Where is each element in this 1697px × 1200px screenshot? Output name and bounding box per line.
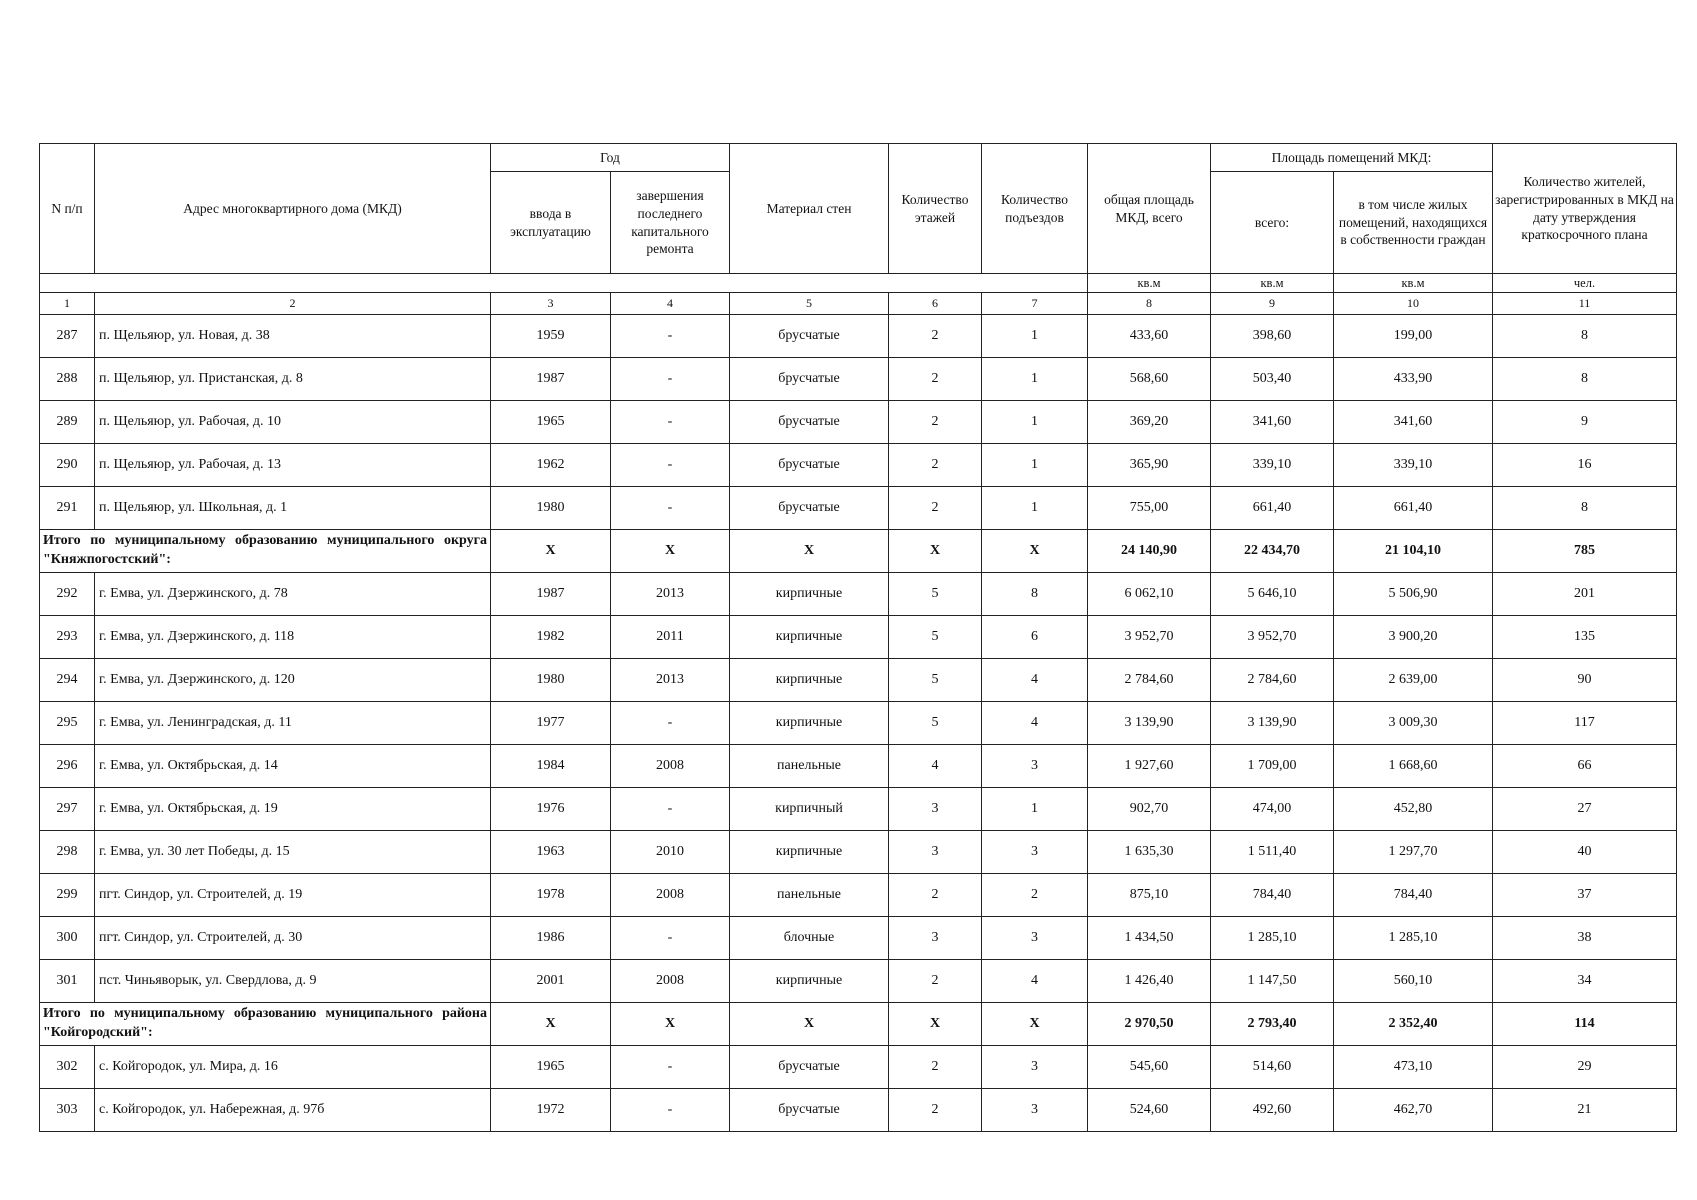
- entrances-cell: 1: [982, 401, 1088, 444]
- row-number: 300: [40, 917, 95, 960]
- premises-all-cell: 3 952,70: [1211, 616, 1334, 659]
- table-row: [40, 788, 1677, 831]
- entrances-cell: 8: [982, 573, 1088, 616]
- year-commission-cell: 1980: [491, 487, 611, 530]
- column-number: 10: [1334, 293, 1493, 315]
- table-row: [40, 960, 1677, 1003]
- column-number: 1: [40, 293, 95, 315]
- total-area-cell: 3 952,70: [1088, 616, 1211, 659]
- year-repair-cell: -: [611, 1089, 730, 1132]
- premises-residential-cell: 1 297,70: [1334, 831, 1493, 874]
- table-row: [40, 487, 1677, 530]
- premises-residential-cell: 1 285,10: [1334, 917, 1493, 960]
- year-commission-cell: 1963: [491, 831, 611, 874]
- column-number: 11: [1493, 293, 1677, 315]
- floors-cell: 3: [889, 831, 982, 874]
- column-number: 8: [1088, 293, 1211, 315]
- column-number: 6: [889, 293, 982, 315]
- row-number: 289: [40, 401, 95, 444]
- total-area-cell: 24 140,90: [1088, 530, 1211, 573]
- premises-all-cell: 1 147,50: [1211, 960, 1334, 1003]
- wall-material-cell: X: [730, 530, 889, 573]
- residents-cell: 8: [1493, 358, 1677, 401]
- row-number: 294: [40, 659, 95, 702]
- header-premises-group: Площадь помещений МКД:: [1211, 144, 1493, 172]
- wall-material-cell: кирпичный: [730, 788, 889, 831]
- year-commission-cell: 1984: [491, 745, 611, 788]
- year-repair-cell: -: [611, 917, 730, 960]
- table-row: [40, 616, 1677, 659]
- entrances-cell: 3: [982, 831, 1088, 874]
- wall-material-cell: брусчатые: [730, 444, 889, 487]
- address-cell: г. Емва, ул. 30 лет Победы, д. 15: [95, 831, 491, 874]
- header-year-group: Год: [491, 144, 730, 172]
- table-row: [40, 745, 1677, 788]
- header-year-repair: завершения последнего капитального ремонта: [611, 172, 730, 274]
- entrances-cell: 6: [982, 616, 1088, 659]
- year-repair-cell: -: [611, 1046, 730, 1089]
- entrances-cell: 4: [982, 659, 1088, 702]
- entrances-cell: 3: [982, 1089, 1088, 1132]
- total-area-cell: 369,20: [1088, 401, 1211, 444]
- residents-cell: 21: [1493, 1089, 1677, 1132]
- residents-cell: 38: [1493, 917, 1677, 960]
- entrances-cell: 1: [982, 788, 1088, 831]
- residents-cell: 8: [1493, 315, 1677, 358]
- residents-cell: 9: [1493, 401, 1677, 444]
- table-row: [40, 831, 1677, 874]
- premises-all-cell: 1 709,00: [1211, 745, 1334, 788]
- year-repair-cell: 2008: [611, 745, 730, 788]
- year-commission-cell: 1982: [491, 616, 611, 659]
- residents-cell: 29: [1493, 1046, 1677, 1089]
- floors-cell: 5: [889, 702, 982, 745]
- address-cell: п. Щельяюр, ул. Новая, д. 38: [95, 315, 491, 358]
- column-number: 7: [982, 293, 1088, 315]
- table-body: [40, 293, 1677, 1132]
- entrances-cell: 1: [982, 487, 1088, 530]
- year-repair-cell: 2013: [611, 573, 730, 616]
- column-number: 4: [611, 293, 730, 315]
- year-commission-cell: 1987: [491, 573, 611, 616]
- row-number: 291: [40, 487, 95, 530]
- column-number: 5: [730, 293, 889, 315]
- premises-all-cell: 514,60: [1211, 1046, 1334, 1089]
- header-address: Адрес многоквартирного дома (МКД): [95, 144, 491, 274]
- column-number: 2: [95, 293, 491, 315]
- entrances-cell: 4: [982, 702, 1088, 745]
- table-row: [40, 573, 1677, 616]
- premises-residential-cell: 339,10: [1334, 444, 1493, 487]
- entrances-cell: 1: [982, 444, 1088, 487]
- floors-cell: 2: [889, 1089, 982, 1132]
- address-cell: п. Щельяюр, ул. Школьная, д. 1: [95, 487, 491, 530]
- entrances-cell: X: [982, 530, 1088, 573]
- row-number: 298: [40, 831, 95, 874]
- column-number-row: [40, 293, 1677, 315]
- total-area-cell: 875,10: [1088, 874, 1211, 917]
- row-number: 287: [40, 315, 95, 358]
- premises-all-cell: 2 784,60: [1211, 659, 1334, 702]
- header-entrances: Количество подъездов: [982, 144, 1088, 274]
- row-number: 301: [40, 960, 95, 1003]
- floors-cell: 2: [889, 960, 982, 1003]
- entrances-cell: 3: [982, 745, 1088, 788]
- year-commission-cell: 1965: [491, 1046, 611, 1089]
- entrances-cell: 3: [982, 917, 1088, 960]
- floors-cell: 5: [889, 659, 982, 702]
- floors-cell: 3: [889, 788, 982, 831]
- row-number: 297: [40, 788, 95, 831]
- premises-all-cell: 5 646,10: [1211, 573, 1334, 616]
- table-row: [40, 874, 1677, 917]
- wall-material-cell: кирпичные: [730, 831, 889, 874]
- wall-material-cell: брусчатые: [730, 1089, 889, 1132]
- column-number: 3: [491, 293, 611, 315]
- wall-material-cell: кирпичные: [730, 960, 889, 1003]
- premises-residential-cell: 2 639,00: [1334, 659, 1493, 702]
- floors-cell: 2: [889, 1046, 982, 1089]
- total-area-cell: 524,60: [1088, 1089, 1211, 1132]
- address-cell: с. Койгородок, ул. Набережная, д. 97б: [95, 1089, 491, 1132]
- premises-residential-cell: 560,10: [1334, 960, 1493, 1003]
- year-repair-cell: 2013: [611, 659, 730, 702]
- premises-all-cell: 474,00: [1211, 788, 1334, 831]
- address-cell: пгт. Синдор, ул. Строителей, д. 30: [95, 917, 491, 960]
- wall-material-cell: брусчатые: [730, 401, 889, 444]
- year-repair-cell: -: [611, 315, 730, 358]
- floors-cell: 5: [889, 573, 982, 616]
- header-premises-all: всего:: [1211, 172, 1334, 274]
- year-repair-cell: -: [611, 702, 730, 745]
- floors-cell: 2: [889, 444, 982, 487]
- total-area-cell: 365,90: [1088, 444, 1211, 487]
- header-total-area: общая площадь МКД, всего: [1088, 144, 1211, 274]
- premises-all-cell: 1 285,10: [1211, 917, 1334, 960]
- premises-residential-cell: 5 506,90: [1334, 573, 1493, 616]
- year-commission-cell: 1965: [491, 401, 611, 444]
- header-floors: Количество этажей: [889, 144, 982, 274]
- housing-table: [39, 143, 1677, 1132]
- table-row: [40, 315, 1677, 358]
- address-cell: п. Щельяюр, ул. Пристанская, д. 8: [95, 358, 491, 401]
- year-commission-cell: 1977: [491, 702, 611, 745]
- total-area-cell: 545,60: [1088, 1046, 1211, 1089]
- row-number: 296: [40, 745, 95, 788]
- address-cell: г. Емва, ул. Дзержинского, д. 118: [95, 616, 491, 659]
- row-number: 295: [40, 702, 95, 745]
- floors-cell: 3: [889, 917, 982, 960]
- year-commission-cell: 1962: [491, 444, 611, 487]
- wall-material-cell: брусчатые: [730, 1046, 889, 1089]
- total-area-cell: 1 434,50: [1088, 917, 1211, 960]
- wall-material-cell: X: [730, 1003, 889, 1046]
- premises-residential-cell: 3 900,20: [1334, 616, 1493, 659]
- header-residents: Количество жителей, зарегистрированных в МКД на дату утверждения краткосрочного плана: [1493, 144, 1677, 274]
- total-area-cell: 6 062,10: [1088, 573, 1211, 616]
- floors-cell: 2: [889, 315, 982, 358]
- premises-residential-cell: 433,90: [1334, 358, 1493, 401]
- address-cell: пгт. Синдор, ул. Строителей, д. 19: [95, 874, 491, 917]
- residents-cell: 27: [1493, 788, 1677, 831]
- year-commission-cell: X: [491, 530, 611, 573]
- residents-cell: 117: [1493, 702, 1677, 745]
- premises-all-cell: 341,60: [1211, 401, 1334, 444]
- premises-all-cell: 2 793,40: [1211, 1003, 1334, 1046]
- premises-all-cell: 784,40: [1211, 874, 1334, 917]
- table-row: [40, 917, 1677, 960]
- address-cell: г. Емва, ул. Дзержинского, д. 78: [95, 573, 491, 616]
- premises-residential-cell: 661,40: [1334, 487, 1493, 530]
- residents-cell: 37: [1493, 874, 1677, 917]
- residents-cell: 40: [1493, 831, 1677, 874]
- floors-cell: 2: [889, 487, 982, 530]
- premises-residential-cell: 21 104,10: [1334, 530, 1493, 573]
- year-repair-cell: 2010: [611, 831, 730, 874]
- wall-material-cell: панельные: [730, 745, 889, 788]
- year-repair-cell: X: [611, 1003, 730, 1046]
- row-number: 293: [40, 616, 95, 659]
- floors-cell: 2: [889, 401, 982, 444]
- row-number: 292: [40, 573, 95, 616]
- year-commission-cell: 1978: [491, 874, 611, 917]
- wall-material-cell: панельные: [730, 874, 889, 917]
- premises-residential-cell: 462,70: [1334, 1089, 1493, 1132]
- total-area-cell: 2 970,50: [1088, 1003, 1211, 1046]
- wall-material-cell: брусчатые: [730, 358, 889, 401]
- premises-residential-cell: 341,60: [1334, 401, 1493, 444]
- year-repair-cell: -: [611, 401, 730, 444]
- residents-cell: 8: [1493, 487, 1677, 530]
- row-number: 302: [40, 1046, 95, 1089]
- unit-residents: чел.: [1493, 274, 1677, 293]
- residents-cell: 34: [1493, 960, 1677, 1003]
- header-year-commission: ввода в эксплуатацию: [491, 172, 611, 274]
- table-row: [40, 444, 1677, 487]
- premises-residential-cell: 3 009,30: [1334, 702, 1493, 745]
- residents-cell: 785: [1493, 530, 1677, 573]
- premises-residential-cell: 784,40: [1334, 874, 1493, 917]
- residents-cell: 135: [1493, 616, 1677, 659]
- header-wall-material: Материал стен: [730, 144, 889, 274]
- premises-all-cell: 1 511,40: [1211, 831, 1334, 874]
- address-cell: пст. Чиньяворык, ул. Свердлова, д. 9: [95, 960, 491, 1003]
- floors-cell: X: [889, 530, 982, 573]
- premises-all-cell: 503,40: [1211, 358, 1334, 401]
- address-cell: с. Койгородок, ул. Мира, д. 16: [95, 1046, 491, 1089]
- entrances-cell: 2: [982, 874, 1088, 917]
- year-repair-cell: -: [611, 788, 730, 831]
- premises-residential-cell: 1 668,60: [1334, 745, 1493, 788]
- floors-cell: X: [889, 1003, 982, 1046]
- floors-cell: 5: [889, 616, 982, 659]
- row-number: 290: [40, 444, 95, 487]
- year-repair-cell: 2008: [611, 960, 730, 1003]
- header-num: N п/п: [40, 144, 95, 274]
- premises-residential-cell: 473,10: [1334, 1046, 1493, 1089]
- entrances-cell: 1: [982, 358, 1088, 401]
- address-cell: п. Щельяюр, ул. Рабочая, д. 10: [95, 401, 491, 444]
- residents-cell: 66: [1493, 745, 1677, 788]
- year-commission-cell: 1980: [491, 659, 611, 702]
- column-number: 9: [1211, 293, 1334, 315]
- floors-cell: 4: [889, 745, 982, 788]
- wall-material-cell: блочные: [730, 917, 889, 960]
- year-commission-cell: 2001: [491, 960, 611, 1003]
- total-area-cell: 568,60: [1088, 358, 1211, 401]
- address-cell: г. Емва, ул. Дзержинского, д. 120: [95, 659, 491, 702]
- residents-cell: 90: [1493, 659, 1677, 702]
- wall-material-cell: кирпичные: [730, 659, 889, 702]
- floors-cell: 2: [889, 874, 982, 917]
- wall-material-cell: кирпичные: [730, 616, 889, 659]
- subtotal-row: [40, 1003, 1677, 1046]
- subtotal-label: Итого по муниципальному образованию муниципального района "Койгородский":: [40, 1003, 491, 1046]
- row-number: 303: [40, 1089, 95, 1132]
- subtotal-row: [40, 530, 1677, 573]
- wall-material-cell: брусчатые: [730, 315, 889, 358]
- entrances-cell: X: [982, 1003, 1088, 1046]
- year-repair-cell: -: [611, 358, 730, 401]
- premises-all-cell: 3 139,90: [1211, 702, 1334, 745]
- table-row: [40, 1046, 1677, 1089]
- floors-cell: 2: [889, 358, 982, 401]
- row-number: 299: [40, 874, 95, 917]
- table-row: [40, 1089, 1677, 1132]
- total-area-cell: 1 927,60: [1088, 745, 1211, 788]
- unit-total-area: кв.м: [1088, 274, 1211, 293]
- total-area-cell: 1 635,30: [1088, 831, 1211, 874]
- premises-residential-cell: 199,00: [1334, 315, 1493, 358]
- header-premises-residential: в том числе жилых помещений, находящихся в собственности граждан: [1334, 172, 1493, 274]
- residents-cell: 114: [1493, 1003, 1677, 1046]
- entrances-cell: 3: [982, 1046, 1088, 1089]
- year-commission-cell: 1972: [491, 1089, 611, 1132]
- table-row: [40, 401, 1677, 444]
- residents-cell: 16: [1493, 444, 1677, 487]
- year-repair-cell: 2011: [611, 616, 730, 659]
- subtotal-label: Итого по муниципальному образованию муниципального округа "Княжпогостский":: [40, 530, 491, 573]
- total-area-cell: 1 426,40: [1088, 960, 1211, 1003]
- premises-residential-cell: 2 352,40: [1334, 1003, 1493, 1046]
- table-row: [40, 659, 1677, 702]
- year-commission-cell: 1987: [491, 358, 611, 401]
- premises-all-cell: 492,60: [1211, 1089, 1334, 1132]
- year-commission-cell: 1976: [491, 788, 611, 831]
- table-row: [40, 702, 1677, 745]
- premises-residential-cell: 452,80: [1334, 788, 1493, 831]
- unit-premises-all: кв.м: [1211, 274, 1334, 293]
- total-area-cell: 902,70: [1088, 788, 1211, 831]
- total-area-cell: 3 139,90: [1088, 702, 1211, 745]
- row-number: 288: [40, 358, 95, 401]
- address-cell: г. Емва, ул. Ленинградская, д. 11: [95, 702, 491, 745]
- entrances-cell: 1: [982, 315, 1088, 358]
- address-cell: г. Емва, ул. Октябрьская, д. 19: [95, 788, 491, 831]
- address-cell: п. Щельяюр, ул. Рабочая, д. 13: [95, 444, 491, 487]
- wall-material-cell: кирпичные: [730, 702, 889, 745]
- table-row: [40, 358, 1677, 401]
- residents-cell: 201: [1493, 573, 1677, 616]
- address-cell: г. Емва, ул. Октябрьская, д. 14: [95, 745, 491, 788]
- year-repair-cell: -: [611, 487, 730, 530]
- year-commission-cell: 1959: [491, 315, 611, 358]
- total-area-cell: 433,60: [1088, 315, 1211, 358]
- premises-all-cell: 339,10: [1211, 444, 1334, 487]
- premises-all-cell: 398,60: [1211, 315, 1334, 358]
- unit-premises-residential: кв.м: [1334, 274, 1493, 293]
- entrances-cell: 4: [982, 960, 1088, 1003]
- wall-material-cell: брусчатые: [730, 487, 889, 530]
- year-commission-cell: 1986: [491, 917, 611, 960]
- year-repair-cell: 2008: [611, 874, 730, 917]
- premises-all-cell: 661,40: [1211, 487, 1334, 530]
- wall-material-cell: кирпичные: [730, 573, 889, 616]
- year-commission-cell: X: [491, 1003, 611, 1046]
- premises-all-cell: 22 434,70: [1211, 530, 1334, 573]
- units-blank: [40, 274, 1088, 293]
- total-area-cell: 755,00: [1088, 487, 1211, 530]
- year-repair-cell: -: [611, 444, 730, 487]
- year-repair-cell: X: [611, 530, 730, 573]
- total-area-cell: 2 784,60: [1088, 659, 1211, 702]
